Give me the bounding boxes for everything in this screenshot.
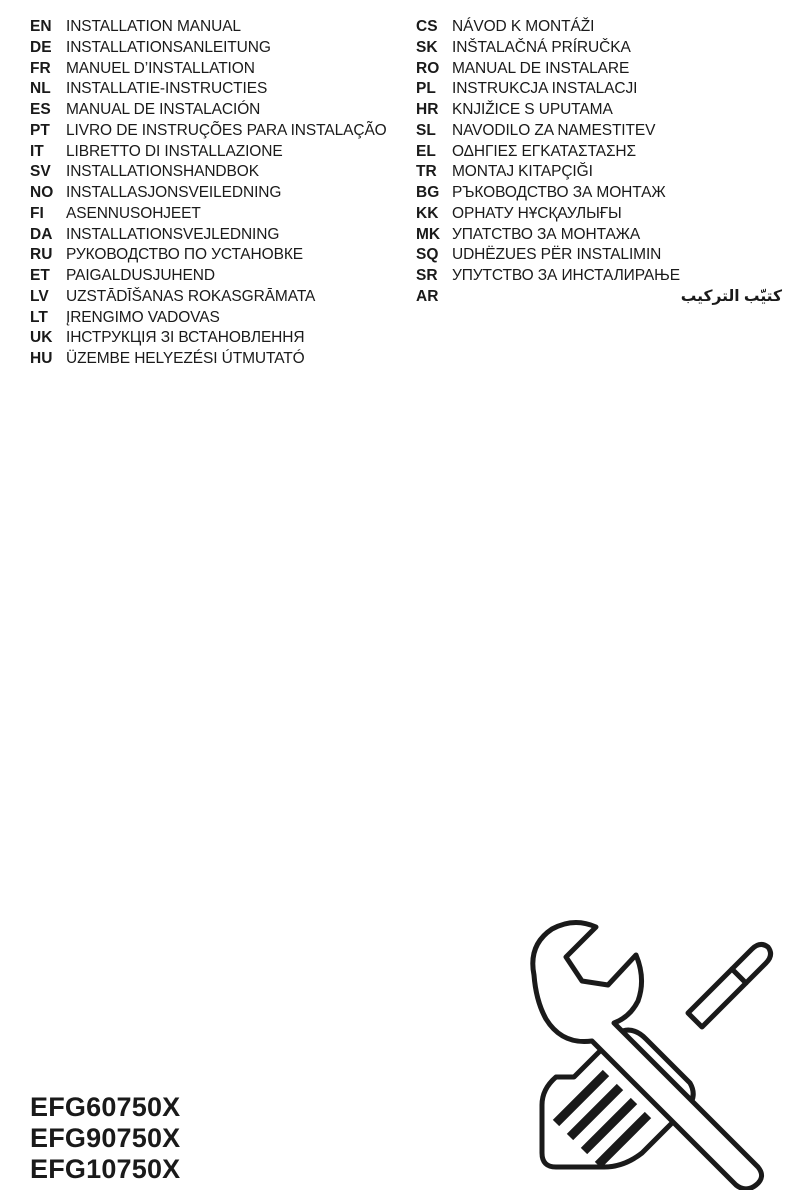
wrench-screwdriver-icon bbox=[500, 905, 808, 1190]
language-row-pl bbox=[416, 79, 782, 100]
language-row-el bbox=[416, 142, 782, 163]
language-row-ru bbox=[30, 245, 410, 266]
language-row-ro bbox=[416, 59, 782, 80]
language-row-bg bbox=[416, 183, 782, 204]
language-code: EN bbox=[30, 18, 52, 35]
language-row-hu bbox=[30, 349, 410, 370]
language-row-sv bbox=[30, 162, 410, 183]
language-row-sl bbox=[416, 121, 782, 142]
language-code: IT bbox=[30, 142, 44, 160]
language-code: ET bbox=[30, 267, 50, 284]
language-code: MK bbox=[416, 225, 441, 243]
model-number: EFG60750X bbox=[30, 1092, 181, 1122]
language-code: RU bbox=[30, 246, 53, 264]
language-code: SK bbox=[416, 38, 438, 56]
language-row-sr bbox=[416, 266, 782, 287]
manual-title: كتيّب التركيب bbox=[680, 287, 782, 305]
model-number: EFG10750X bbox=[30, 1154, 181, 1184]
language-row-da bbox=[30, 225, 410, 246]
language-row-nl bbox=[30, 79, 410, 100]
language-row-uk bbox=[30, 328, 410, 349]
language-code: SQ bbox=[416, 246, 439, 264]
language-row-ar bbox=[416, 287, 782, 308]
language-code: RO bbox=[416, 59, 440, 77]
language-row-mk bbox=[416, 225, 782, 246]
manual-title: ІНСТРУКЦІЯ ЗІ ВСТАНОВЛЕННЯ bbox=[66, 329, 305, 347]
manual-title: MANUAL DE INSTALACIÓN bbox=[66, 101, 261, 118]
manual-title: ASENNUSOHJEET bbox=[66, 204, 201, 222]
language-code: FR bbox=[30, 59, 51, 77]
language-code: BG bbox=[416, 184, 440, 201]
manual-title: РЪКОВОДСТВО ЗА МОНТАЖ bbox=[452, 184, 666, 201]
language-list-left bbox=[30, 17, 410, 370]
language-code: SR bbox=[416, 267, 438, 284]
language-row-kk bbox=[416, 204, 782, 225]
language-code: AR bbox=[416, 287, 439, 305]
language-row-lt bbox=[30, 308, 410, 329]
language-code: HU bbox=[30, 350, 53, 367]
manual-title: LIBRETTO DI INSTALLAZIONE bbox=[66, 142, 283, 160]
language-code: PT bbox=[30, 121, 50, 139]
manual-title: INSTALLATIE-INSTRUCTIES bbox=[66, 80, 268, 98]
manual-title: УПАТСТВО ЗА МОНТАЖА bbox=[452, 225, 641, 243]
manual-title: INSTRUKCJA INSTALACJI bbox=[452, 80, 638, 98]
manual-title: LIVRO DE INSTRUÇÕES PARA INSTALAÇÃO bbox=[66, 121, 387, 139]
manual-title: PAIGALDUSJUHEND bbox=[66, 267, 215, 284]
manual-title: INSTALLATIONSANLEITUNG bbox=[66, 38, 271, 56]
language-code: KK bbox=[416, 204, 439, 222]
language-code: LV bbox=[30, 287, 49, 305]
manual-title: ÜZEMBE HELYEZÉSI ÚTMUTATÓ bbox=[66, 350, 305, 367]
language-row-tr bbox=[416, 162, 782, 183]
manual-title: MANUEL D’INSTALLATION bbox=[66, 59, 255, 77]
language-row-en bbox=[30, 17, 410, 38]
language-row-sq bbox=[416, 245, 782, 266]
manual-title: INSTALLASJONSVEILEDNING bbox=[66, 184, 282, 201]
manual-title: MONTAJ KITAPÇIĞI bbox=[452, 163, 593, 181]
language-code: LT bbox=[30, 308, 48, 326]
manual-title: INSTALLATIONSVEJLEDNING bbox=[66, 225, 280, 243]
language-code: NO bbox=[30, 184, 54, 201]
language-row-de bbox=[30, 38, 410, 59]
language-row-fi bbox=[30, 204, 410, 225]
language-row-fr bbox=[30, 59, 410, 80]
language-row-sk bbox=[416, 38, 782, 59]
language-code: SV bbox=[30, 163, 51, 181]
language-row-lv bbox=[30, 287, 410, 308]
manual-title: NAVODILO ZA NAMESTITEV bbox=[452, 121, 656, 139]
manual-title: ĮRENGIMO VADOVAS bbox=[66, 308, 220, 326]
language-code: DE bbox=[30, 38, 52, 56]
model-number: EFG90750X bbox=[30, 1123, 181, 1153]
language-row-es bbox=[30, 100, 410, 121]
language-code: ES bbox=[30, 101, 51, 118]
manual-title: UZSTĀDĪŠANAS ROKASGRĀMATA bbox=[66, 287, 316, 305]
language-row-et bbox=[30, 266, 410, 287]
language-row-pt bbox=[30, 121, 410, 142]
language-code: SL bbox=[416, 121, 436, 139]
language-code: PL bbox=[416, 80, 436, 98]
manual-title: ΟΔΗΓΙΕΣ ΕΓΚΑΤΑΣΤΑΣΗΣ bbox=[452, 142, 637, 160]
language-code: NL bbox=[30, 80, 51, 98]
language-code: CS bbox=[416, 18, 438, 35]
manual-title: INŠTALAČNÁ PRÍRUČKA bbox=[452, 38, 631, 56]
manual-title: NÁVOD K MONTÁŽI bbox=[452, 18, 595, 35]
manual-title: MANUAL DE INSTALARE bbox=[452, 59, 630, 77]
language-row-hr bbox=[416, 100, 782, 121]
language-code: TR bbox=[416, 163, 437, 181]
language-list-right bbox=[416, 17, 782, 308]
language-code: UK bbox=[30, 329, 53, 347]
language-row-it bbox=[30, 142, 410, 163]
language-code: DA bbox=[30, 225, 53, 243]
language-row-cs bbox=[416, 17, 782, 38]
language-code: FI bbox=[30, 204, 44, 222]
model-list bbox=[30, 1092, 180, 1185]
manual-title: UDHËZUES PËR INSTALIMIN bbox=[452, 246, 662, 264]
manual-title: ОРНАТУ НҰСҚАУЛЫҒЫ bbox=[452, 204, 622, 222]
language-code: HR bbox=[416, 101, 439, 118]
manual-title: INSTALLATIONSHANDBOK bbox=[66, 163, 259, 181]
language-code: EL bbox=[416, 142, 436, 160]
manual-title: INSTALLATION MANUAL bbox=[66, 18, 241, 35]
manual-title: KNJIŽICE S UPUTAMA bbox=[452, 101, 613, 118]
manual-title: УПУТСТВО ЗА ИНСТАЛИРАЊЕ bbox=[452, 267, 680, 284]
language-row-no bbox=[30, 183, 410, 204]
manual-title: РУКОВОДСТВО ПО УСТАНОВКЕ bbox=[66, 246, 304, 264]
